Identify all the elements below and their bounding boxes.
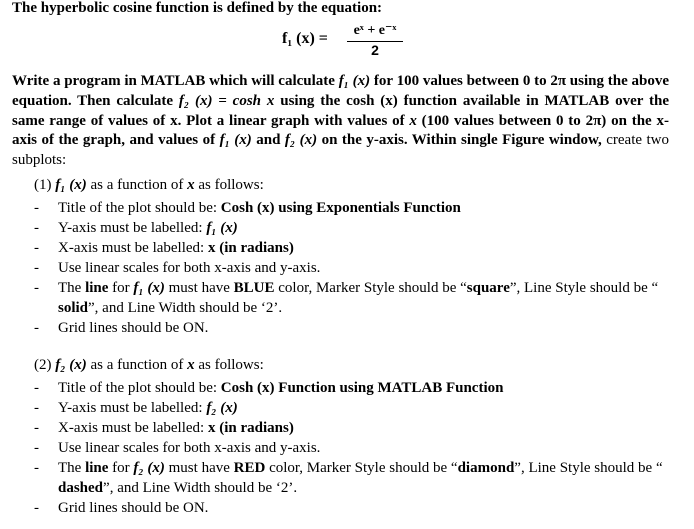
item-bold: diamond [457, 460, 515, 476]
section2-suffix: as follows: [194, 357, 264, 373]
list-item [34, 398, 671, 418]
bullet-dash: - [34, 420, 39, 436]
para-f1: f₁ (x) [338, 73, 371, 89]
bullet-dash: - [34, 200, 39, 216]
item-text: Y-axis must be labelled: [58, 400, 207, 416]
list-item [34, 238, 671, 258]
bullet-dash: - [34, 240, 39, 256]
item-bold: line [85, 280, 109, 296]
equation-lhs: f₁ (x) = [282, 30, 328, 47]
bullet-dash: - [34, 500, 39, 516]
item-text: must have [164, 280, 234, 296]
item-bold: BLUE [233, 280, 275, 296]
section2-list [34, 378, 671, 518]
list-item [34, 318, 671, 338]
section2-x: x [187, 357, 195, 373]
item-bold: Cosh (x) using Exponentials Function [220, 200, 461, 216]
item-text: color, Marker Style should be “ [265, 460, 458, 476]
item-text: ”, Line Style should be “ [509, 280, 659, 296]
bullet-dash: - [34, 400, 39, 416]
item-bold: f₁ (x) [206, 220, 238, 236]
para-text-2: for 100 values between 0 to 2π using the above equation. Then calculate [12, 73, 669, 109]
item-bold: solid [58, 300, 89, 316]
item-text: Grid lines should be ON. [58, 500, 209, 516]
bullet-dash: - [34, 440, 39, 456]
list-item [34, 418, 671, 438]
section2-number: (2) [34, 357, 56, 373]
para-text-5: and [251, 132, 285, 149]
list-item [34, 438, 671, 458]
item-bold: f₂ (x) [133, 460, 165, 476]
item-text: Use linear scales for both x-axis and y-axis. [58, 440, 321, 456]
item-bold: x (in radians) [207, 240, 294, 256]
item-text: The [58, 280, 86, 296]
bullet-dash: - [34, 460, 39, 476]
section1-mid: as a function of [86, 177, 188, 193]
section1-fn: f₁ (x) [55, 177, 87, 193]
list-item [34, 258, 671, 278]
item-text: ”, and Line Width should be ‘2’. [88, 300, 283, 316]
section2-mid: as a function of [86, 357, 188, 373]
section1-suffix: as follows: [194, 177, 264, 193]
item-text: Grid lines should be ON. [58, 320, 209, 336]
item-bold: x (in radians) [207, 420, 294, 436]
item-bold: square [466, 280, 510, 296]
para-f2-b: f₂ (x) [284, 132, 318, 149]
para-text-1: Write a program in MATLAB which will calculate [12, 73, 339, 89]
item-text: for [108, 460, 134, 476]
problem-title: The hyperbolic cosine function is defined by the equation: [12, 0, 383, 16]
item-text: X-axis must be labelled: [58, 240, 208, 256]
item-text: Title of the plot should be: [58, 200, 221, 216]
equation-denominator: 2 [371, 42, 379, 58]
para-text-6: on the y-axis. Within single Figure window, [317, 132, 602, 149]
para-f2: f₂ (x) = cosh x [178, 92, 275, 109]
para-text-7: create two subplots: [12, 132, 670, 169]
item-text: X-axis must be labelled: [58, 420, 208, 436]
equation-numerator: eˣ + e⁻ˣ [353, 23, 397, 38]
item-text: for [108, 280, 134, 296]
para-text-3: using the cosh (x) function available in MATLAB over the same range of values of x. Plot a linear graph with values of [12, 92, 669, 129]
item-text: ”, and Line Width should be ‘2’. [103, 480, 298, 496]
item-bold: RED [233, 460, 266, 476]
item-text: ”, Line Style should be “ [514, 460, 663, 476]
item-text: must have [164, 460, 234, 476]
bullet-dash: - [34, 380, 39, 396]
item-text: Use linear scales for both x-axis and y-axis. [58, 260, 321, 276]
item-bold: Cosh (x) Function using MATLAB Function [220, 380, 504, 396]
list-item [34, 498, 671, 518]
section2-heading [34, 357, 264, 374]
section2-fn: f₂ (x) [55, 357, 87, 373]
bullet-dash: - [34, 280, 39, 296]
section1-list [34, 198, 671, 338]
bullet-dash: - [34, 260, 39, 276]
item-bold: line [85, 460, 109, 476]
item-text: The [58, 460, 86, 476]
bullet-dash: - [34, 320, 39, 336]
list-item [34, 378, 671, 398]
item-text: color, Marker Style should be “ [274, 280, 467, 296]
equation-fraction [345, 22, 405, 58]
section1-heading [34, 177, 264, 194]
para-text-4: (100 values between 0 to 2π) on the x-axis of the graph, and values of [12, 112, 669, 149]
list-item-line-style [34, 278, 671, 318]
item-text: Title of the plot should be: [58, 380, 221, 396]
list-item [34, 198, 671, 218]
list-item [34, 218, 671, 238]
list-item-line-style [34, 458, 671, 498]
para-x: x [409, 112, 417, 129]
item-bold: f₂ (x) [206, 400, 238, 416]
item-bold: dashed [58, 480, 104, 496]
section1-number: (1) [34, 177, 56, 193]
item-bold: f₁ (x) [133, 280, 165, 296]
para-f1-b: f₁ (x) [219, 132, 252, 149]
section1-x: x [187, 177, 195, 193]
bullet-dash: - [34, 220, 39, 236]
instructions-paragraph [12, 72, 669, 171]
item-text: Y-axis must be labelled: [58, 220, 207, 236]
